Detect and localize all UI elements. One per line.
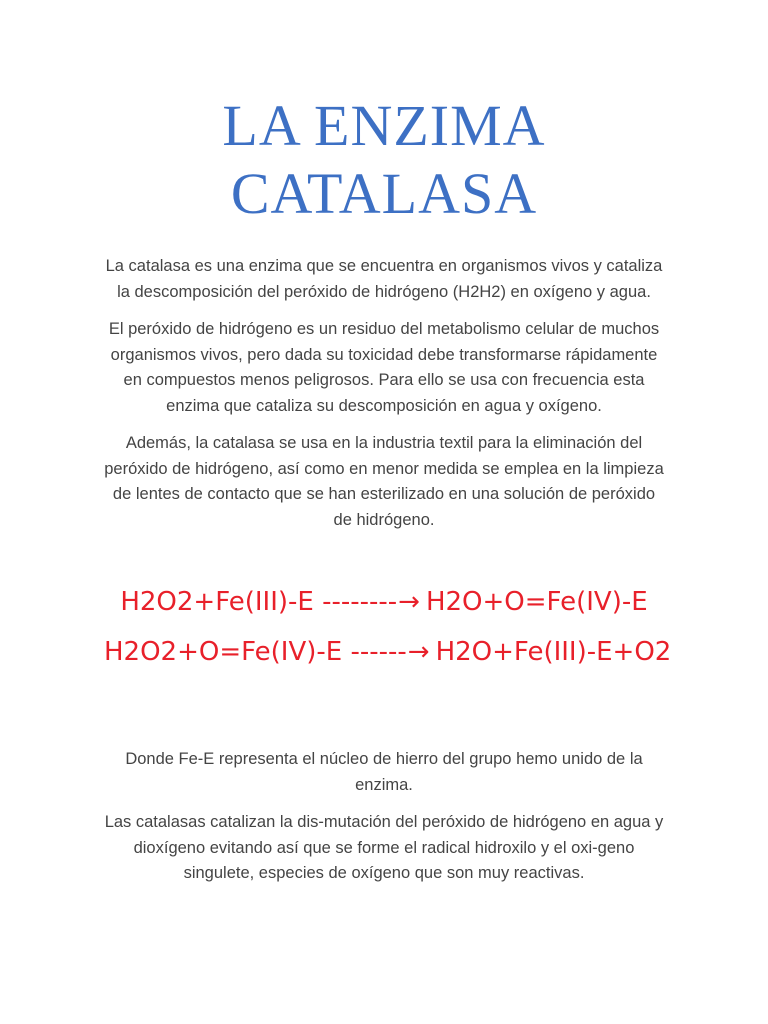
page-title <box>104 92 664 228</box>
right-arrow-icon: → <box>407 637 430 667</box>
equation-2-reactants: H2O2+O=Fe(IV)-E ------ <box>104 637 407 667</box>
paragraph-industry: Además, la catalasa se usa en la industria textil para la eliminación del peróxido de hidrógeno, así como en menor medida se emplea en la limpieza de lentes de contacto que se han esterilizado en una solución de peróxido de hidrógeno. <box>104 434 664 529</box>
equation-2 <box>104 627 672 677</box>
reaction-equations <box>104 577 672 677</box>
right-arrow-icon: → <box>398 587 420 617</box>
paragraph-fe-e: Donde Fe-E representa el núcleo de hierro del grupo hemo unido de la enzima. <box>125 750 643 794</box>
equation-1-products: H2O+O=Fe(IV)-E <box>425 587 648 617</box>
equation-1 <box>104 577 664 627</box>
title-line-1: LA ENZIMA <box>222 93 546 158</box>
paragraph-dismutation: Las catalasas catalizan la dis-mutación del peróxido de hidrógeno en agua y dioxígeno evitando así que se forme el radical hidroxilo y el oxi-geno singulete, especies de oxígeno que son muy reactivas. <box>104 813 664 882</box>
equation-2-products: H2O+Fe(III)-E+O2 <box>435 637 672 667</box>
equation-1-reactants: H2O2+Fe(III)-E -------- <box>120 587 398 617</box>
paragraph-metabolism: El peróxido de hidrógeno es un residuo del metabolismo celular de muchos organismos vivos, pero dada su toxicidad debe transformarse rápidamente en compuestos menos peligrosos. Para ello se usa con frecuencia esta enzima que cataliza su descomposición en agua y oxígeno. <box>108 320 660 415</box>
paragraph-intro: La catalasa es una enzima que se encuentra en organismos vivos y cataliza la descomposición del peróxido de hidrógeno (H2H2) en oxígeno y agua. <box>105 257 663 301</box>
title-line-2: CATALASA <box>230 161 538 226</box>
